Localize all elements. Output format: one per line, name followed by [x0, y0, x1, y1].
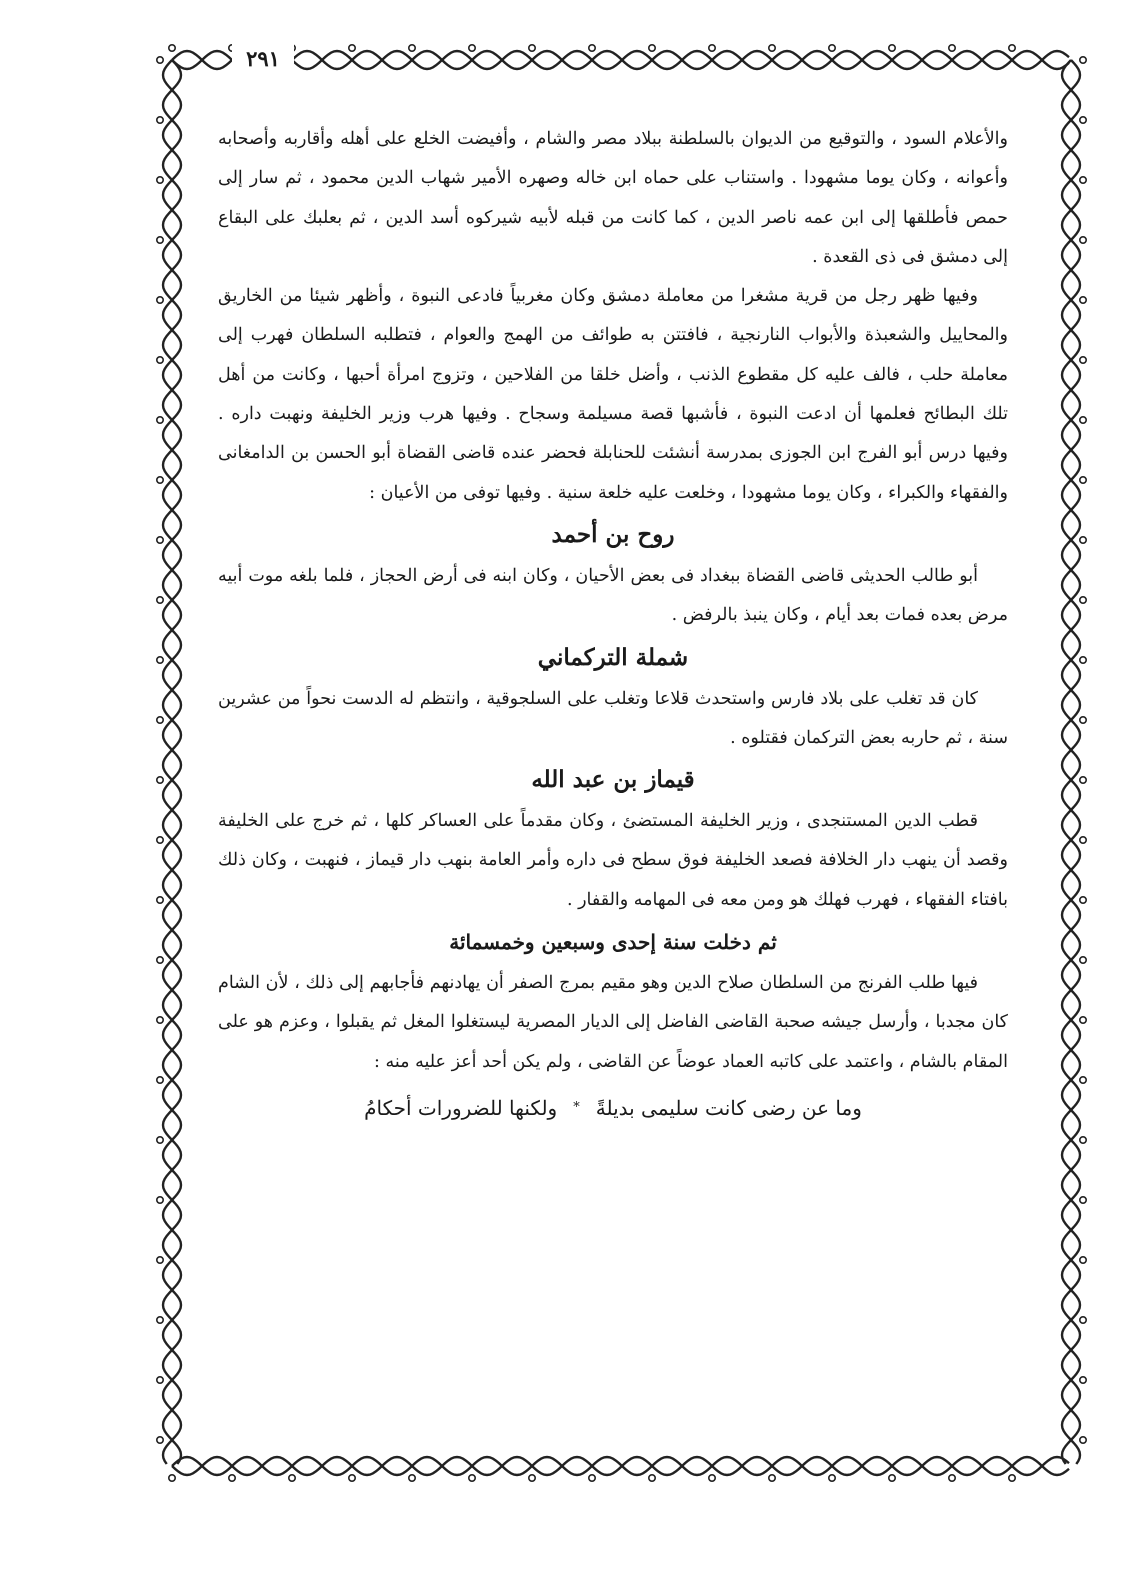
verse-second-hemistich: ولكنها للضرورات أحكامُ — [364, 1095, 558, 1120]
biography-text: أبو طالب الحديثى قاضى القضاة ببغداد فى بعض الأحيان ، وكان ابنه فى أرض الحجاز ، فلما بلغه موت أبيه مرض بعده فمات بعد أيام ، وكان ينبذ بالرفض . — [218, 565, 1008, 626]
biography-heading: قيماز بن عبد الله — [531, 766, 695, 794]
page-body — [218, 120, 1008, 1130]
paragraph: وفيها ظهر رجل من قرية مشغرا من معاملة دمشق وكان مغربياً فادعى النبوة ، وأظهر شيئا من الخاريق والمحاييل والشعبذة والأبواب النارنجية ، فافتتن به طوائف من الهمج والعوام ، فتطلبه السلطان فهرب إلى معاملة حلب ، فالف عليه كل مقطوع الذنب ، وأضل خلقا من الفلاحين ، وتزوج امرأة أحبها ، وكانت من أهل تلك البطائح فعلمها أن ادعت النبوة ، فأشبها قصة مسيلمة وسجاح . وفيها هرب وزير الخليفة ونهبت داره . وفيها درس أبو الفرج ابن الجوزى بمدرسة أنشئت للحنابلة فحضر عنده قاضى القضاة أبو الحسن بن الدامغانى والفقهاء والكبراء ، وكان يوما مشهودا ، وخلعت عليه خلعة سنية . وفيها توفى من الأعيان : — [218, 286, 1008, 503]
biography-text: قطب الدين المستنجدى ، وزير الخليفة المستضئ ، وكان مقدماً على العساكر كلها ، ثم خرج على الخليفة وقصد أن ينهب دار الخلافة فصعد الخليفة فوق سطح فى داره وأمر العامة بنهب دار قيماز ، فنهبت ، وكان ذلك بافتاء الفقهاء ، فهرب فهلك هو ومن معه فى المهامه والقفار . — [218, 811, 1008, 910]
biography-heading: شملة التركماني — [537, 643, 689, 671]
biography-heading: روح بن أحمد — [551, 520, 675, 548]
paragraph: فيها طلب الفرنج من السلطان صلاح الدين وهو مقيم بمرج الصفر أن يهادنهم فأجابهم إلى ذلك ، لأن الشام كان مجدبا ، وأرسل جيشه صحبة القاضى الفاضل إلى الديار المصرية ليستغلوا المغل ثم يقبلوا ، وعزم هو على المقام بالشام ، واعتمد على كاتبه العماد عوضاً عن القاضى ، ولم يكن أحد أعز عليه منه : — [218, 973, 1008, 1072]
year-heading: ثم دخلت سنة إحدى وسبعين وخمسمائة — [449, 930, 777, 955]
page-number: ٢٩١ — [232, 42, 294, 76]
poetry-verse — [218, 1086, 1008, 1130]
verse-separator: * — [573, 1099, 580, 1115]
biography-text: كان قد تغلب على بلاد فارس واستحدث قلاعا وتغلب على السلجوقية ، وانتظم له الدست نحواً من عشرين سنة ، ثم حاربه بعض التركمان فقتلوه . — [218, 688, 1008, 748]
paragraph: والأعلام السود ، والتوقيع من الديوان بالسلطنة ببلاد مصر والشام ، وأفيضت الخلع على أهله وأقاربه وأصحابه وأعوانه ، وكان يوما مشهودا . واستناب على حماه ابن خاله وصهره الأمير شهاب الدين محمود ، ثم سار إلى حمص فأطلقها إلى ابن عمه ناصر الدين ، كما كانت من قبله لأبيه شيركوه أسد الدين ، ثم بعلبك على البقاع إلى دمشق فى ذى القعدة . — [218, 129, 1008, 267]
verse-first-hemistich: وما عن رضى كانت سليمى بديلةً — [595, 1095, 862, 1120]
